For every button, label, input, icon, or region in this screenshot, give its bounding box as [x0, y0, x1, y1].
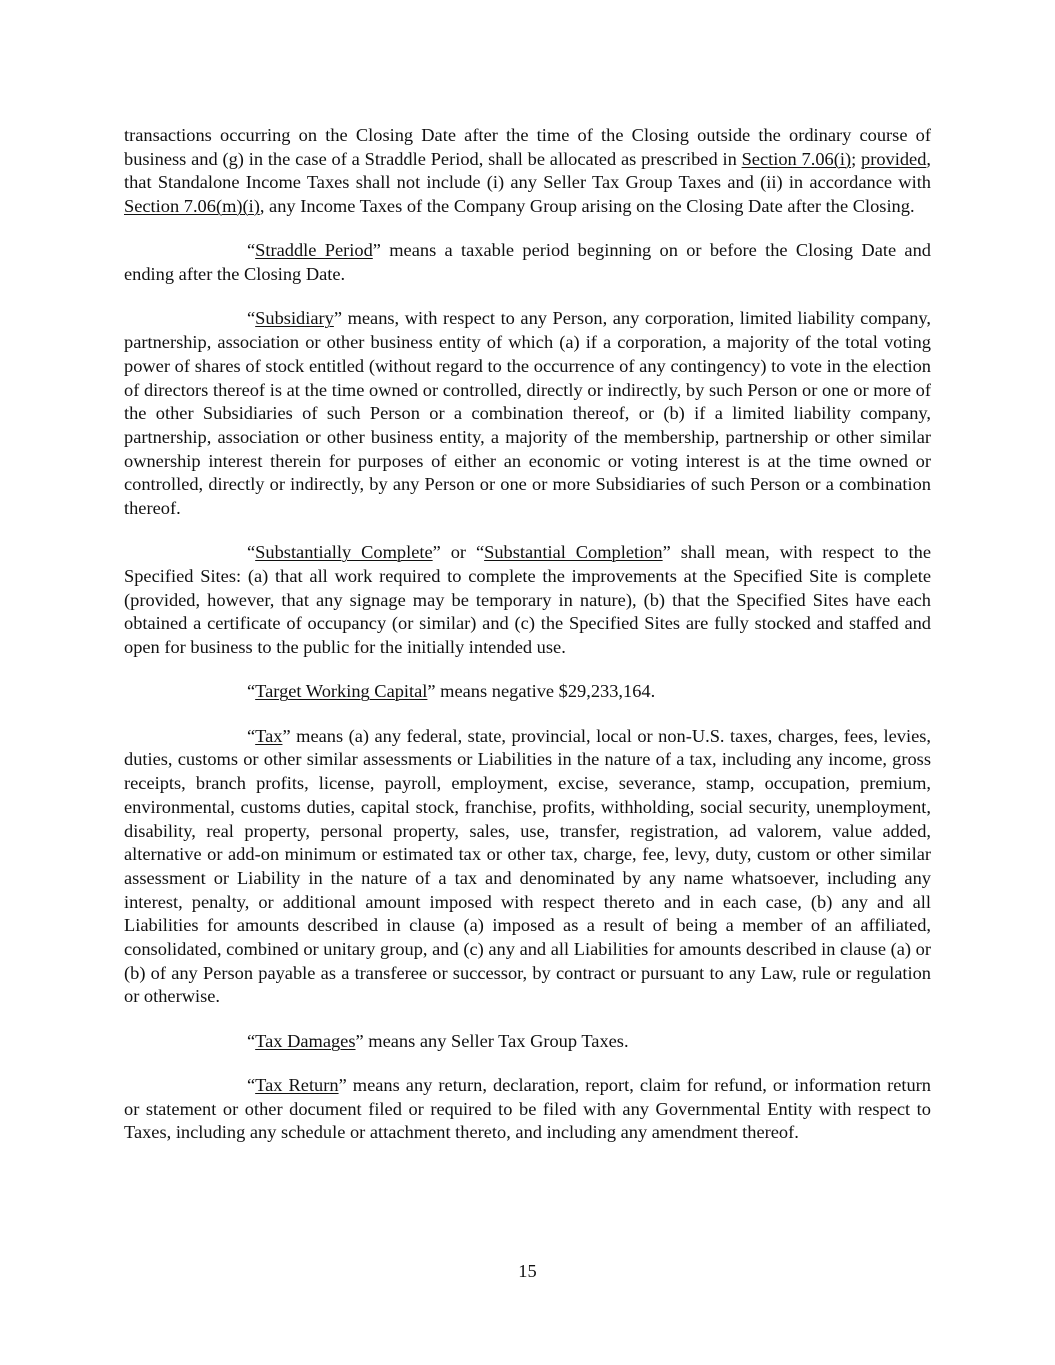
paragraph-text: , any Income Taxes of the Company Group arising on the Closing Date after the Closing.	[259, 196, 915, 217]
defined-term: Substantial Completion	[484, 542, 663, 563]
definition-subsidiary	[124, 307, 931, 520]
definition-text: ” means any Seller Tax Group Taxes.	[355, 1030, 629, 1051]
defined-term: Subsidiary	[255, 308, 334, 329]
definition-tax-return	[124, 1074, 931, 1145]
open-quote: “	[247, 681, 256, 702]
defined-term: Target Working Capital	[255, 681, 428, 702]
proviso-term: provided	[861, 148, 927, 169]
definition-straddle-period	[124, 239, 931, 286]
paragraph-continuation	[124, 124, 931, 219]
definition-text: ” means negative $29,233,164.	[427, 681, 656, 702]
defined-term: Tax	[255, 725, 283, 746]
defined-term: Straddle Period	[255, 240, 373, 261]
defined-term: Tax Damages	[255, 1030, 356, 1051]
definition-text: ” means any return, declaration, report, claim for refund, or information return or statement or other document filed or required to be filed with any Governmental Entity with respect to Taxes, including any schedule or attachment thereto, and including any amendment thereof.	[124, 1075, 931, 1143]
definition-text: ” or “	[432, 542, 485, 563]
paragraph-text: ;	[851, 148, 862, 169]
definition-substantially-complete	[124, 541, 931, 660]
open-quote: “	[247, 308, 256, 329]
definition-text: ” means a taxable period beginning on or before the Closing Date and ending after the Closing Date.	[124, 240, 931, 285]
definition-text: ” means, with respect to any Person, any corporation, limited liability company, partnership, association or other business entity of which (a) if a corporation, a majority of the total voting power of shares of stock entitled (without regard to the occurrence of any contingency) to vote in the election of directors thereof is at the time owned or controlled, directly or indirectly, by such Person or one or more of the other Subsidiaries of such Person or a combination thereof, or (b) if a limited liability company, partnership, association or other business entity, a majority of the membership, partnership or other similar ownership interest therein for purposes of either an economic or voting interest is at the time owned or controlled, directly or indirectly, by any Person or one or more Subsidiaries of such Person or a combination thereof.	[124, 308, 931, 519]
open-quote: “	[247, 725, 256, 746]
open-quote: “	[247, 542, 256, 563]
section-reference-link: Section 7.06(m)(i)	[124, 196, 260, 217]
defined-term: Tax Return	[255, 1075, 339, 1096]
paragraph-text: transactions occurring on the Closing Date after the time of the Closing outside the ordinary course of business and (g) in the case of a Straddle Period, shall be allocated as prescribed in	[124, 125, 931, 169]
definition-tax-damages	[124, 1030, 931, 1054]
defined-term: Substantially Complete	[255, 542, 433, 563]
open-quote: “	[247, 1030, 256, 1051]
open-quote: “	[247, 240, 256, 261]
open-quote: “	[247, 1075, 256, 1096]
paragraph-text: , that Standalone Income Taxes shall not include (i) any Seller Tax Group Taxes and (ii) in accordance with	[124, 148, 931, 193]
section-reference-link: Section 7.06(i)	[741, 148, 852, 169]
definition-tax	[124, 725, 931, 1009]
definition-text: ” shall mean, with respect to the Specified Sites: (a) that all work required to complete the improvements at the Specified Site is complete (provided, however, that any signage may be temporary in nature), (b) that the Specified Sites have each obtained a certificate of occupancy (or similar) and (c) the Specified Sites are fully stocked and staffed and open for business to the public for the initially intended use.	[124, 542, 931, 658]
definition-target-working-capital	[124, 680, 931, 704]
page-number: 15	[518, 1261, 537, 1281]
definition-text: ” means (a) any federal, state, provincial, local or non-U.S. taxes, charges, fees, levies, duties, customs or other similar assessments or Liabilities in the nature of a tax, including any income, gross receipts, branch profits, license, payroll, employment, excise, severance, stamp, occupation, premium, environmental, customs duties, capital stock, franchise, profits, withholding, social security, unemployment, disability, real property, personal property, sales, use, transfer, registration, ad valorem, value added, alternative or add-on minimum or estimated tax or other tax, charge, fee, levy, duty, custom or other similar assessment or Liability in the nature of a tax and denominated by any name whatsoever, including any interest, penalty, or additional amount imposed with respect thereto and in each case, (b) any and all Liabilities for amounts described in clause (a) imposed as a result of being a member of an affiliated, consolidated, combined or unitary group, and (c) any and all Liabilities for amounts described in clause (a) or (b) of any Person payable as a transferee or successor, by contract or pursuant to any Law, rule or regulation or otherwise.	[124, 725, 931, 1007]
document-page	[124, 124, 931, 1145]
